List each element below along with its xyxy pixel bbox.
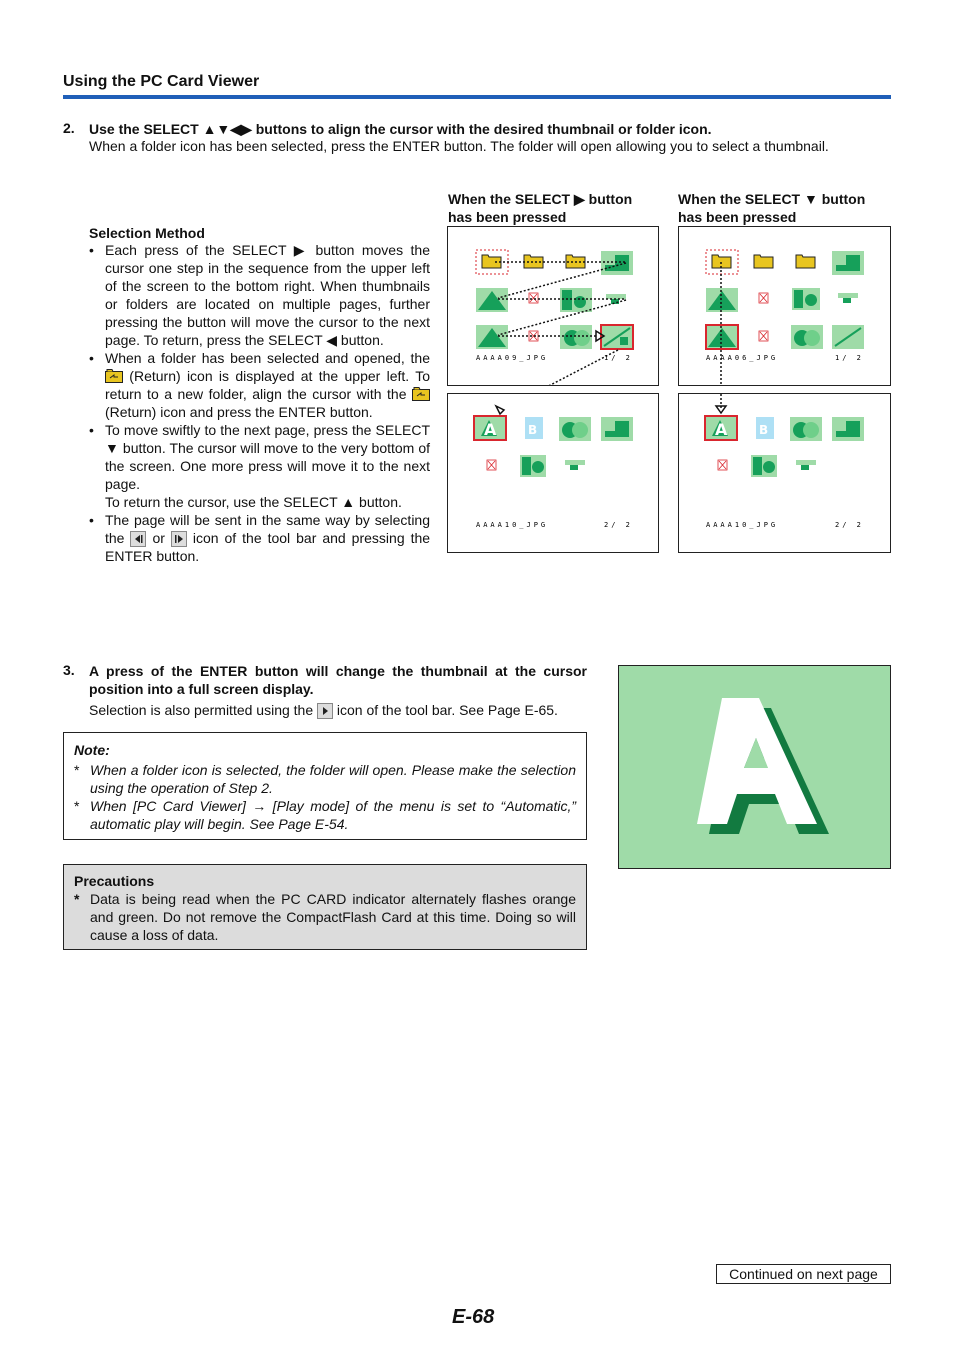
thumbnail-grid-right-page2 [679,394,890,552]
thumbnail-triangle [476,288,508,312]
continued-label: Continued on next page [716,1264,891,1284]
svg-text:A: A [484,420,497,439]
step-2-text: When a folder icon has been selected, press the ENTER button. The folder will open allowing you to select a thumbnail. [89,138,829,154]
thumbnail-bar [564,457,586,475]
step-2-heading: Use the SELECT ▲▼◀▶ buttons to align the cursor with the desired thumbnail or folder icon. [89,121,712,137]
thumbnail-circle [751,455,777,477]
thumbnail-circle [792,288,820,310]
thumbnail-diagonal [832,325,864,349]
thumbnail-circles [790,417,822,441]
folder-icon [796,255,815,268]
folder-icon [482,255,501,268]
filename-caption: AAAA09_JPG [476,354,549,362]
thumbnail-circle [520,455,546,477]
bullet-folder-return: • When a folder has been selected and opened, the (Return) icon is displayed at the upper left. To return to a new folder, align the cursor with the (Return) icon and press the ENTER button. [89,349,430,421]
svg-text:A: A [715,420,728,439]
thumbnail-square [832,417,864,441]
thumbnail-square [832,251,864,275]
thumbnail-grid-left-page2 [448,394,658,552]
step-3-number: 3. [63,662,75,678]
folder-icon [754,255,773,268]
step-3-heading: A press of the ENTER button will change the thumbnail at the cursor position into a full screen display. [89,663,587,697]
thumbnail-square [601,417,633,441]
thumbnail-triangle [706,288,738,312]
full-screen-letter-a-image [619,666,890,868]
broken-image-icon [718,460,727,470]
cursor-thumbnail-diagonal [601,325,633,349]
page-indicator: 2/ 2 [604,521,633,529]
return-folder-icon-2 [412,387,430,401]
precautions-box [63,864,587,950]
thumbnail-circle [560,288,592,312]
thumbnail-grid-right-page1 [679,227,890,385]
thumbnail-panel-right-page1 [678,226,891,386]
step-3-text: Selection is also permitted using the icon of the tool bar. See Page E-65. [89,702,558,718]
thumbnail-bar [601,288,633,312]
thumbnail-panel-right-page2 [678,393,891,553]
cursor-thumbnail-letter-a [474,416,506,440]
svg-text:B: B [528,423,538,437]
bullet-toolbar-page: • The page will be sent in the same way by selecting the or icon of the tool bar and pressing the ENTER button. [89,511,430,565]
page-indicator: 1/ 2 [835,354,864,362]
thumbnail-letter-b [525,417,543,439]
cursor-thumbnail-triangle [706,325,738,349]
thumbnail-letter-b [756,417,774,439]
note-item-1: * When a folder icon is selected, the folder will open. Please make the selection using the operation of Step 2. [74,762,576,796]
note-box [63,732,587,840]
page-indicator: 2/ 2 [835,521,864,529]
thumbnail-triangle [476,325,508,349]
bullet-select-down: • To move swiftly to the next page, press the SELECT ▼ button. The cursor will move to the very bottom of the screen. One more press will move it to the next page. To return the cursor, use the SELECT ▲ button. [89,421,430,511]
thumbnail-grid-left-page1 [448,227,658,385]
precautions-title: Precautions [74,873,155,889]
thumbnail-bar [795,457,817,475]
step-2-number: 2. [63,120,75,136]
precautions-item: * Data is being read when the PC CARD indicator alternately flashes orange and green. Do not remove the CompactFlash Card at this time. Doing so will cause a loss of data. [74,891,576,943]
full-screen-display [618,665,891,869]
page-indicator: 1/ 2 [604,354,633,362]
play-icon [317,703,333,719]
return-folder-icon [105,369,123,383]
broken-image-icon [759,293,768,303]
thumbnail-panel-left-page1 [447,226,659,386]
header-rule [63,95,891,99]
left-panels-title: When the SELECT ▶ button has been pressed [448,191,633,225]
right-panels-title: When the SELECT ▼ button has been pressed [678,191,866,225]
svg-text:B: B [759,423,769,437]
thumbnail-circles [791,325,823,349]
selection-method-title: Selection Method [89,225,205,241]
thumbnail-bar [836,290,860,308]
broken-image-icon [529,293,538,303]
thumbnail-panel-left-page2 [447,393,659,553]
section-title: Using the PC Card Viewer [63,73,260,90]
filename-caption: AAAA10_JPG [476,521,549,529]
next-page-icon [171,531,187,547]
thumbnail-circles [559,417,591,441]
filename-caption: AAAA06_JPG [706,354,779,362]
broken-image-icon [487,460,496,470]
bullet-select-right: • Each press of the SELECT ▶ button moves the cursor one step in the sequence from the upper left of the screen to the bottom right. When thumbnails or folders are located on multiple pages, further pressing the button will move the cursor to the next page. To return, press the SELECT ◀ button. [89,241,430,349]
thumbnail-circles [560,325,592,349]
thumbnail-square [601,251,633,275]
note-item-2: * When [PC Card Viewer] → [Play mode] of the menu is set to “Automatic,” automatic play will begin. See Page E-54. [74,798,576,832]
note-title: Note: [74,742,110,758]
selection-method-list [89,241,430,565]
page-number: E-68 [452,1306,495,1328]
prev-page-icon [130,531,146,547]
cursor-thumbnail-letter-a [705,416,737,440]
broken-image-icon [759,331,768,341]
filename-caption: AAAA10_JPG [706,521,779,529]
